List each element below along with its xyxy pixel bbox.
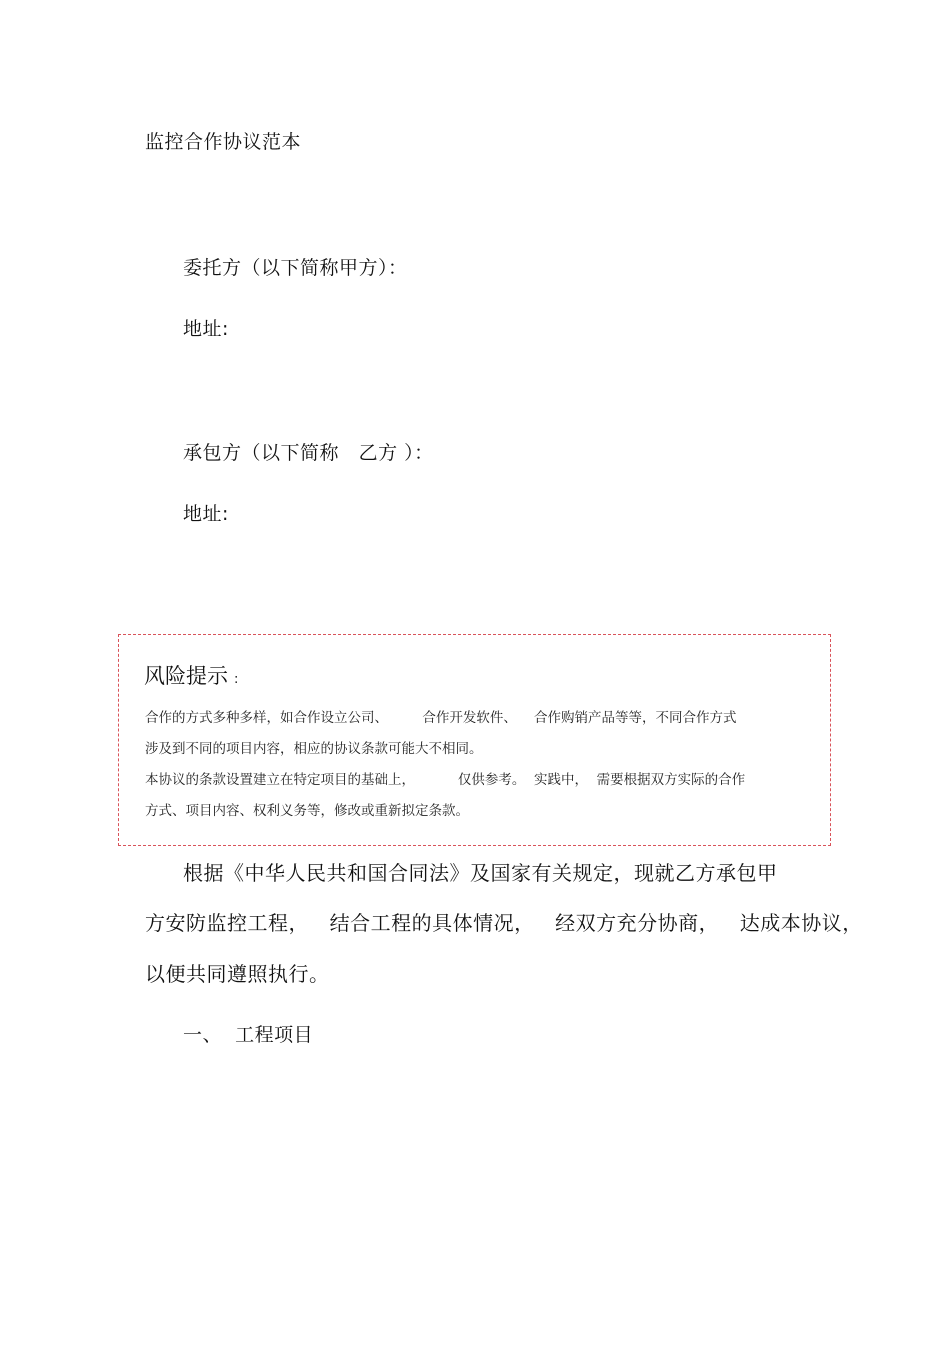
party-a-label: 委托方（以下简称甲方）： xyxy=(183,257,408,279)
party-b-label: 承包方（以下简称 乙方 ）： xyxy=(183,442,434,464)
body-paragraph-line: 方安防监控工程， 结合工程的具体情况， 经双方充分协商， 达成本协议， xyxy=(145,911,863,935)
section-heading: 一、 工程项目 xyxy=(183,1024,314,1046)
body-paragraph-line: 以便共同遵照执行。 xyxy=(145,962,330,986)
party-a-address: 地址: xyxy=(183,318,229,340)
risk-notice-line: 合作的方式多种多样，如合作设立公司、 合作开发软件、 合作购销产品等等，不同合作方式 xyxy=(145,710,737,726)
risk-notice-title: 风险提示 xyxy=(144,664,228,688)
party-b-address: 地址: xyxy=(183,503,229,525)
risk-notice-line: 方式、项目内容、权利义务等，修改或重新拟定条款。 xyxy=(145,803,469,819)
risk-notice-box xyxy=(118,634,831,846)
body-paragraph-line: 根据《中华人民共和国合同法》及国家有关规定，现就乙方承包甲 xyxy=(183,861,778,885)
risk-notice-heading xyxy=(144,663,238,693)
risk-notice-line: 涉及到不同的项目内容，相应的协议条款可能大不相同。 xyxy=(145,741,483,757)
risk-notice-line: 本协议的条款设置建立在特定项目的基础上， 仅供参考。 实践中， 需要根据双方实际的合作 xyxy=(145,772,746,788)
risk-notice-colon: : xyxy=(234,672,239,687)
document-title: 监控合作协议范本 xyxy=(145,131,302,153)
